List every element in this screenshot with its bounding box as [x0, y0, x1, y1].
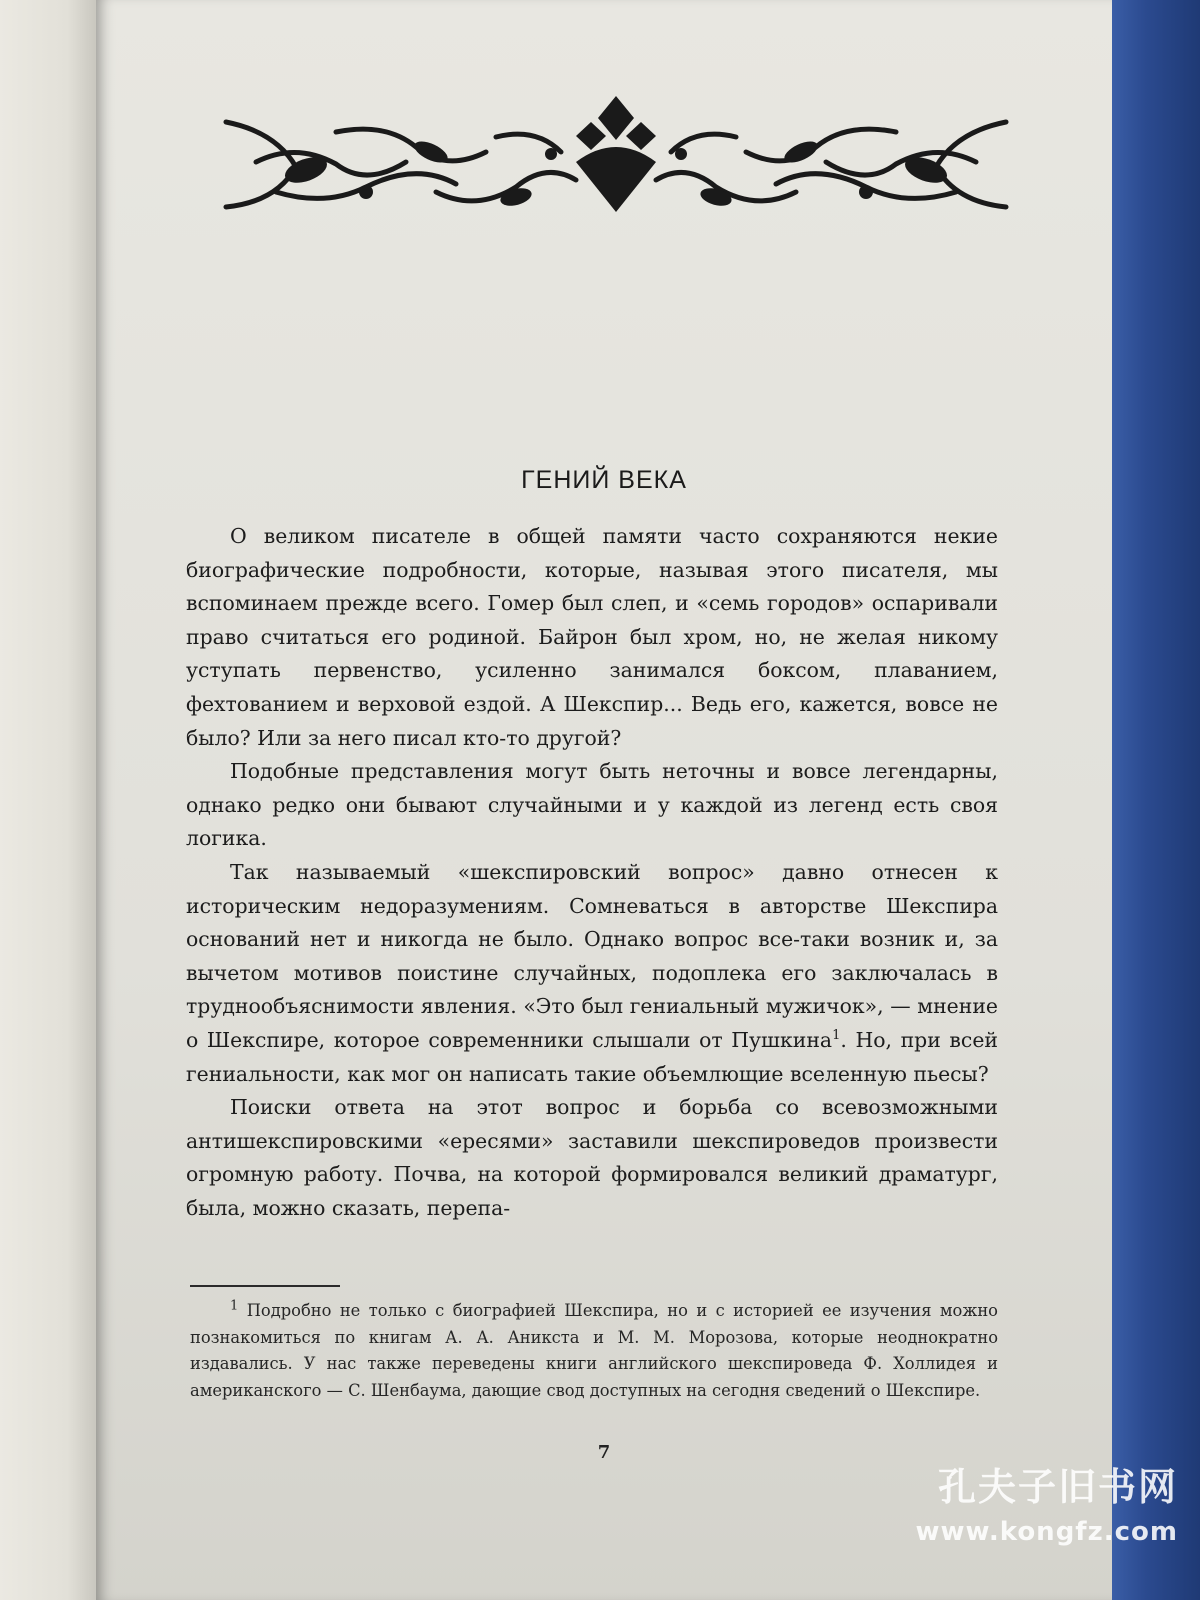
- page-number: 7: [597, 1442, 611, 1463]
- body-text: [186, 520, 998, 1225]
- footnote-marker: 1: [230, 1298, 239, 1314]
- paragraph-3: [186, 856, 998, 1091]
- footnote-reference: 1: [832, 1028, 841, 1044]
- watermark: [858, 1462, 1178, 1592]
- paragraph-4: Поиски ответа на этот вопрос и борьба со всевозможными антишекспировскими «ересями» заставили шекспироведов произвести огромную работу. Почва, на которой формировался великий драматург, была, можно сказать, перепа-: [186, 1095, 998, 1220]
- chapter-title: ГЕНИЙ ВЕКА: [521, 466, 687, 494]
- previous-page-edge: [0, 0, 96, 1600]
- paragraph-3-continuation: . Но, при всей гениальности, как мог он написать такие объемлющие вселенную пьесы?: [186, 1027, 998, 1086]
- footnote: [190, 1298, 998, 1404]
- watermark-site-name: 孔夫子旧书网: [937, 1465, 1178, 1509]
- footnote-text: Подробно не только с биографией Шекспира, но и с историей ее изучения можно познакомиться по книгам А. А. Аникста и М. М. Морозова, которые неоднократно издавались. У нас также переведены книги английского шекспироведа Ф. Холлидея и американского — С. Шенбаума, дающие свод доступных на сегодня сведений о Шекспире.: [190, 1301, 998, 1400]
- paragraph-3-text: Так называемый «шекспировский вопрос» давно отнесен к историческим недоразумениям. Сомневаться в авторстве Шекспира оснований нет и никогда не было. Однако вопрос все-таки возник и, за вычетом мотивов поистине случайных, подоплека его заключалась в труднообъяснимости явления. «Это был гениальный мужичок», — мнение о Шекспире, которое современники слышали от Пушкина: [186, 859, 998, 1052]
- book-page: [96, 0, 1112, 1600]
- paragraph-1: О великом писателе в общей памяти часто сохраняются некие биографические подробности, которые, называя этого писателя, мы вспоминаем прежде всего. Гомер был слеп, и «семь городов» оспаривали право считаться его родиной. Байрон был хром, но, не желая никому уступать первенство, усиленно занимался боксом, плаванием, фехтованием и верховой ездой. А Шекспир... Ведь его, кажется, вовсе не было? Или за него писал кто-то другой?: [186, 524, 998, 750]
- background-surface: [1110, 0, 1200, 1600]
- footnote-divider: [190, 1285, 340, 1287]
- decorative-header-ornament: [216, 92, 1016, 232]
- watermark-url: www.kongfz.com: [915, 1517, 1178, 1547]
- paragraph-2: Подобные представления могут быть неточны и вовсе легендарны, однако редко они бывают случайными и у каждой из легенд есть своя логика.: [186, 759, 998, 851]
